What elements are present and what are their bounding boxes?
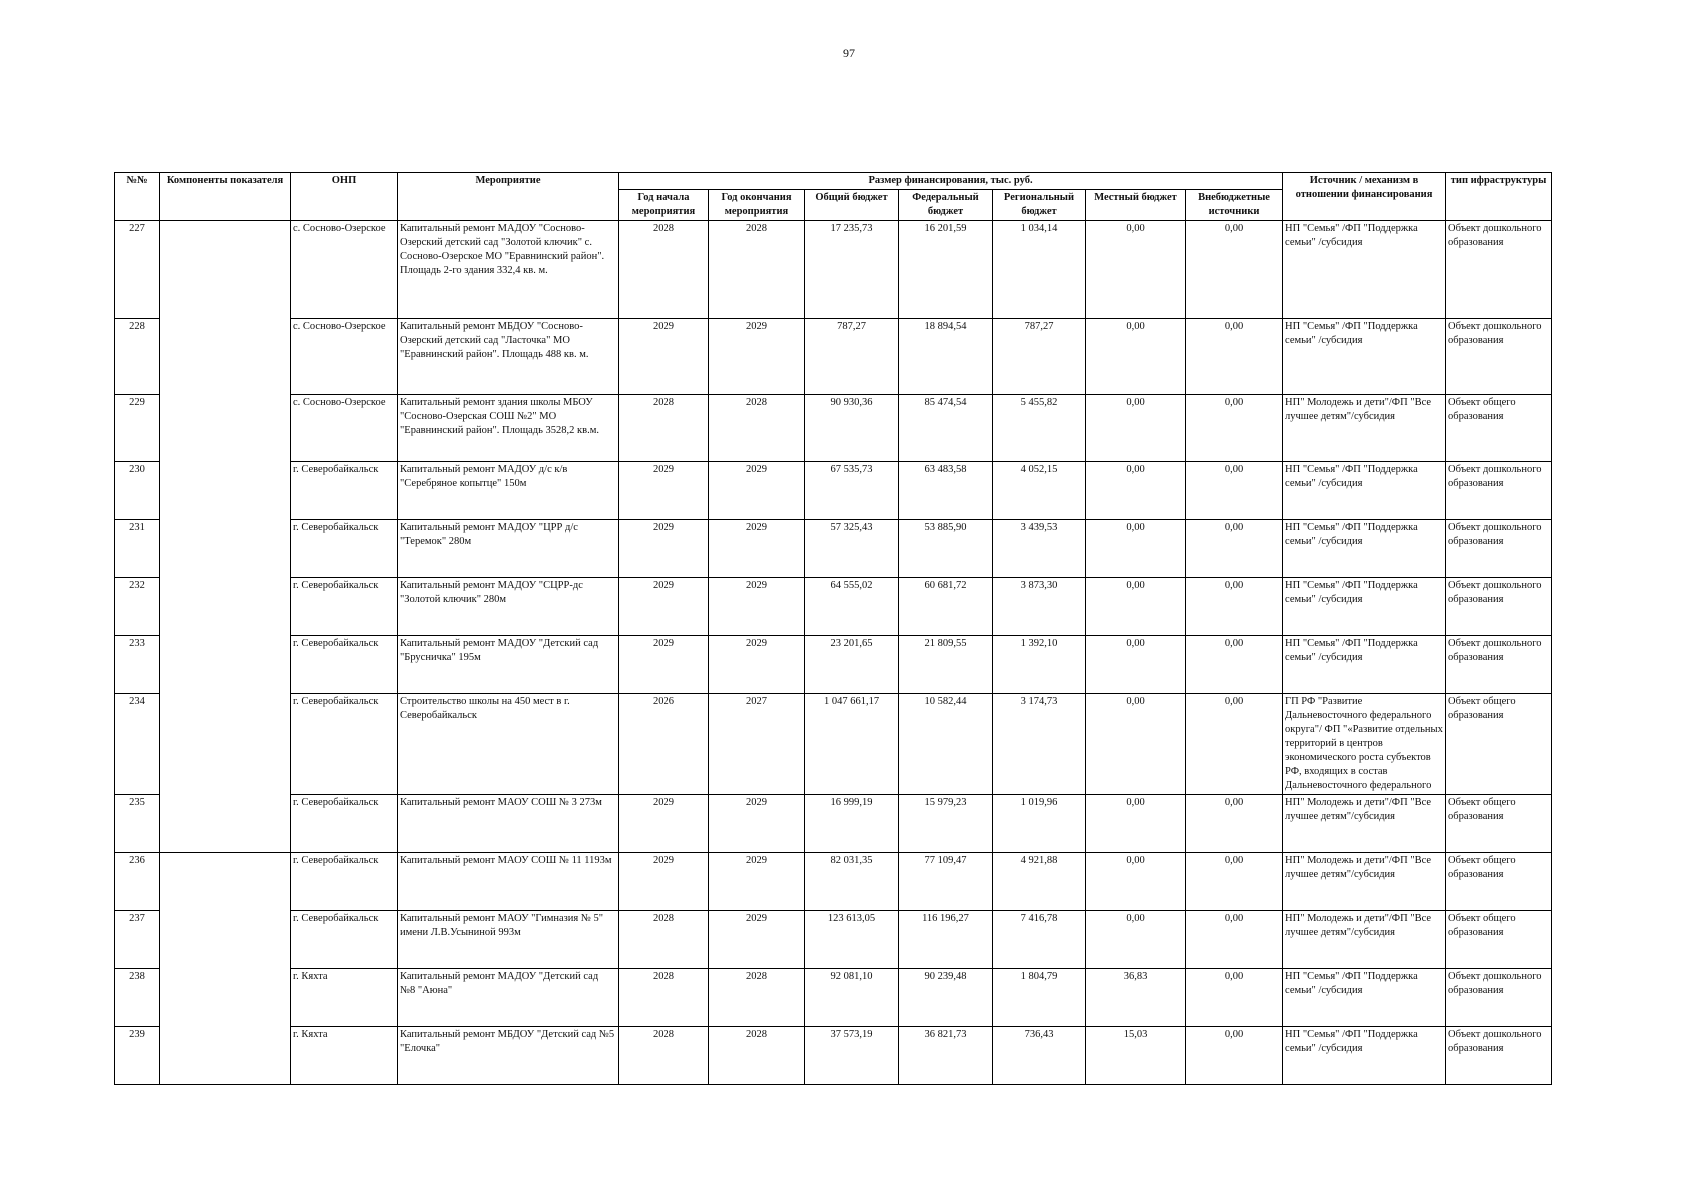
cell-federal: 36 821,73 <box>899 1027 993 1085</box>
cell-num: 236 <box>115 853 160 911</box>
cell-source: НП "Семья" /ФП "Поддержка семьи" /субсидия <box>1283 221 1446 319</box>
cell-infra: Объект общего образования <box>1446 395 1552 462</box>
cell-onp: г. Северобайкальск <box>291 578 398 636</box>
table-row <box>115 319 1552 395</box>
cell-start: 2028 <box>619 911 709 969</box>
header-num: №№ <box>115 173 160 221</box>
cell-regional: 3 873,30 <box>993 578 1086 636</box>
cell-start: 2029 <box>619 319 709 395</box>
cell-end: 2028 <box>709 1027 805 1085</box>
cell-event: Капитальный ремонт МАДОУ "Детский сад №8 "Аюна" <box>398 969 619 1027</box>
cell-local: 0,00 <box>1086 636 1186 694</box>
cell-local: 0,00 <box>1086 578 1186 636</box>
cell-federal: 90 239,48 <box>899 969 993 1027</box>
cell-onp: г. Северобайкальск <box>291 694 398 795</box>
cell-local: 0,00 <box>1086 221 1186 319</box>
cell-num: 235 <box>115 795 160 853</box>
cell-source: НП "Семья" /ФП "Поддержка семьи" /субсидия <box>1283 1027 1446 1085</box>
table-body <box>115 221 1552 1085</box>
cell-regional: 736,43 <box>993 1027 1086 1085</box>
cell-infra: Объект общего образования <box>1446 911 1552 969</box>
cell-components <box>160 853 291 1085</box>
header-onp: ОНП <box>291 173 398 221</box>
cell-offbudget: 0,00 <box>1186 694 1283 795</box>
cell-source: НП" Молодежь и дети"/ФП "Все лучшее детям"/субсидия <box>1283 795 1446 853</box>
cell-offbudget: 0,00 <box>1186 578 1283 636</box>
table-row <box>115 520 1552 578</box>
cell-event: Капитальный ремонт МАДОУ "СЦРР-дс "Золотой ключик" 280м <box>398 578 619 636</box>
cell-local: 0,00 <box>1086 319 1186 395</box>
cell-regional: 1 804,79 <box>993 969 1086 1027</box>
table-row <box>115 853 1552 911</box>
cell-regional: 4 052,15 <box>993 462 1086 520</box>
cell-onp: г. Северобайкальск <box>291 462 398 520</box>
header-source: Источник / механизм в отношении финансирования <box>1283 173 1446 221</box>
cell-source: ГП РФ "Развитие Дальневосточного федерального округа"/ ФП "«Развитие отдельных территорий в центров экономического роста субъектов РФ, входящих в состав Дальневосточного федерального <box>1283 694 1446 795</box>
cell-offbudget: 0,00 <box>1186 319 1283 395</box>
cell-regional: 5 455,82 <box>993 395 1086 462</box>
cell-end: 2028 <box>709 969 805 1027</box>
cell-num: 230 <box>115 462 160 520</box>
cell-local: 0,00 <box>1086 853 1186 911</box>
cell-total: 16 999,19 <box>805 795 899 853</box>
cell-onp: г. Северобайкальск <box>291 636 398 694</box>
cell-total: 90 930,36 <box>805 395 899 462</box>
cell-federal: 18 894,54 <box>899 319 993 395</box>
page-number: 97 <box>843 46 855 60</box>
cell-onp: г. Северобайкальск <box>291 520 398 578</box>
cell-end: 2029 <box>709 319 805 395</box>
cell-regional: 787,27 <box>993 319 1086 395</box>
cell-num: 231 <box>115 520 160 578</box>
cell-infra: Объект дошкольного образования <box>1446 462 1552 520</box>
cell-federal: 85 474,54 <box>899 395 993 462</box>
cell-federal: 10 582,44 <box>899 694 993 795</box>
cell-local: 0,00 <box>1086 520 1186 578</box>
cell-local: 0,00 <box>1086 795 1186 853</box>
cell-components <box>160 221 291 853</box>
cell-offbudget: 0,00 <box>1186 395 1283 462</box>
cell-onp: г. Северобайкальск <box>291 853 398 911</box>
cell-num: 227 <box>115 221 160 319</box>
cell-start: 2029 <box>619 795 709 853</box>
cell-total: 64 555,02 <box>805 578 899 636</box>
cell-end: 2028 <box>709 221 805 319</box>
cell-start: 2029 <box>619 520 709 578</box>
cell-infra: Объект общего образования <box>1446 694 1552 795</box>
header-infra: тип ифраструктуры <box>1446 173 1552 221</box>
cell-regional: 1 392,10 <box>993 636 1086 694</box>
cell-end: 2029 <box>709 853 805 911</box>
cell-num: 234 <box>115 694 160 795</box>
cell-regional: 3 174,73 <box>993 694 1086 795</box>
cell-start: 2029 <box>619 636 709 694</box>
cell-local: 0,00 <box>1086 911 1186 969</box>
cell-start: 2026 <box>619 694 709 795</box>
cell-federal: 63 483,58 <box>899 462 993 520</box>
cell-source: НП "Семья" /ФП "Поддержка семьи" /субсидия <box>1283 969 1446 1027</box>
table-row <box>115 694 1552 795</box>
cell-regional: 3 439,53 <box>993 520 1086 578</box>
cell-infra: Объект дошкольного образования <box>1446 636 1552 694</box>
cell-offbudget: 0,00 <box>1186 1027 1283 1085</box>
cell-total: 82 031,35 <box>805 853 899 911</box>
table-row <box>115 795 1552 853</box>
cell-offbudget: 0,00 <box>1186 853 1283 911</box>
cell-end: 2029 <box>709 520 805 578</box>
cell-num: 229 <box>115 395 160 462</box>
table-row <box>115 221 1552 319</box>
cell-event: Капитальный ремонт здания школы МБОУ "Сосново-Озерская СОШ №2" МО "Еравнинский район". Площадь 3528,2 кв.м. <box>398 395 619 462</box>
cell-end: 2029 <box>709 462 805 520</box>
cell-end: 2029 <box>709 795 805 853</box>
financing-table <box>114 172 1552 1085</box>
table-row <box>115 395 1552 462</box>
cell-source: НП" Молодежь и дети"/ФП "Все лучшее детям"/субсидия <box>1283 395 1446 462</box>
cell-total: 92 081,10 <box>805 969 899 1027</box>
cell-regional: 7 416,78 <box>993 911 1086 969</box>
cell-start: 2028 <box>619 221 709 319</box>
cell-source: НП "Семья" /ФП "Поддержка семьи" /субсидия <box>1283 636 1446 694</box>
cell-num: 228 <box>115 319 160 395</box>
cell-num: 238 <box>115 969 160 1027</box>
cell-event: Капитальный ремонт МАОУ СОШ № 11 1193м <box>398 853 619 911</box>
cell-infra: Объект общего образования <box>1446 853 1552 911</box>
cell-federal: 21 809,55 <box>899 636 993 694</box>
header-regional: Региональный бюджет <box>993 190 1086 221</box>
header-event: Мероприятие <box>398 173 619 221</box>
table-header <box>115 173 1552 221</box>
cell-source: НП" Молодежь и дети"/ФП "Все лучшее детям"/субсидия <box>1283 853 1446 911</box>
header-financing: Размер финансирования, тыс. руб. <box>619 173 1283 190</box>
cell-num: 233 <box>115 636 160 694</box>
cell-federal: 116 196,27 <box>899 911 993 969</box>
cell-event: Капитальный ремонт МАДОУ "Детский сад "Брусничка" 195м <box>398 636 619 694</box>
table-row <box>115 462 1552 520</box>
header-components: Компоненты показателя <box>160 173 291 221</box>
header-federal: Федеральный бюджет <box>899 190 993 221</box>
cell-end: 2029 <box>709 911 805 969</box>
cell-total: 787,27 <box>805 319 899 395</box>
cell-onp: с. Сосново-Озерское <box>291 319 398 395</box>
cell-federal: 60 681,72 <box>899 578 993 636</box>
header-local: Местный бюджет <box>1086 190 1186 221</box>
cell-event: Капитальный ремонт МАОУ "Гимназия № 5" имени Л.В.Усыниной 993м <box>398 911 619 969</box>
cell-start: 2028 <box>619 1027 709 1085</box>
table-row <box>115 1027 1552 1085</box>
cell-start: 2029 <box>619 578 709 636</box>
cell-offbudget: 0,00 <box>1186 221 1283 319</box>
cell-total: 23 201,65 <box>805 636 899 694</box>
cell-total: 57 325,43 <box>805 520 899 578</box>
cell-end: 2027 <box>709 694 805 795</box>
cell-infra: Объект дошкольного образования <box>1446 1027 1552 1085</box>
cell-regional: 4 921,88 <box>993 853 1086 911</box>
header-total: Общий бюджет <box>805 190 899 221</box>
cell-start: 2028 <box>619 395 709 462</box>
cell-total: 1 047 661,17 <box>805 694 899 795</box>
cell-offbudget: 0,00 <box>1186 636 1283 694</box>
table-row <box>115 578 1552 636</box>
table-row <box>115 636 1552 694</box>
cell-onp: г. Кяхта <box>291 1027 398 1085</box>
cell-onp: г. Кяхта <box>291 969 398 1027</box>
cell-offbudget: 0,00 <box>1186 795 1283 853</box>
cell-start: 2029 <box>619 853 709 911</box>
cell-federal: 15 979,23 <box>899 795 993 853</box>
cell-onp: с. Сосново-Озерское <box>291 221 398 319</box>
cell-local: 0,00 <box>1086 395 1186 462</box>
cell-num: 237 <box>115 911 160 969</box>
cell-event: Капитальный ремонт МБДОУ "Сосново-Озерский детский сад "Ласточка" МО "Еравнинский район". Площадь 488 кв. м. <box>398 319 619 395</box>
cell-event: Капитальный ремонт МБДОУ "Детский сад №5 "Елочка" <box>398 1027 619 1085</box>
cell-total: 17 235,73 <box>805 221 899 319</box>
cell-source: НП "Семья" /ФП "Поддержка семьи" /субсидия <box>1283 319 1446 395</box>
cell-onp: г. Северобайкальск <box>291 911 398 969</box>
table-row <box>115 911 1552 969</box>
cell-federal: 77 109,47 <box>899 853 993 911</box>
cell-local: 0,00 <box>1086 462 1186 520</box>
cell-start: 2029 <box>619 462 709 520</box>
cell-end: 2028 <box>709 395 805 462</box>
cell-infra: Объект общего образования <box>1446 795 1552 853</box>
cell-source: НП "Семья" /ФП "Поддержка семьи" /субсидия <box>1283 520 1446 578</box>
cell-source: НП" Молодежь и дети"/ФП "Все лучшее детям"/субсидия <box>1283 911 1446 969</box>
cell-infra: Объект дошкольного образования <box>1446 221 1552 319</box>
cell-offbudget: 0,00 <box>1186 911 1283 969</box>
cell-end: 2029 <box>709 636 805 694</box>
header-year-start: Год начала мероприятия <box>619 190 709 221</box>
cell-infra: Объект дошкольного образования <box>1446 578 1552 636</box>
table-row <box>115 969 1552 1027</box>
cell-start: 2028 <box>619 969 709 1027</box>
cell-event: Капитальный ремонт МАДОУ "ЦРР д/с "Теремок" 280м <box>398 520 619 578</box>
header-year-end: Год окончания мероприятия <box>709 190 805 221</box>
cell-end: 2029 <box>709 578 805 636</box>
cell-regional: 1 034,14 <box>993 221 1086 319</box>
cell-offbudget: 0,00 <box>1186 520 1283 578</box>
cell-total: 67 535,73 <box>805 462 899 520</box>
cell-infra: Объект дошкольного образования <box>1446 319 1552 395</box>
cell-onp: с. Сосново-Озерское <box>291 395 398 462</box>
cell-event: Капитальный ремонт МАОУ СОШ № 3 273м <box>398 795 619 853</box>
cell-event: Капитальный ремонт МАДОУ "Сосново-Озерский детский сад "Золотой ключик" с. Сосново-Озерское МО "Еравнинский район". Площадь 2-го здания 332,4 кв. м. <box>398 221 619 319</box>
cell-num: 232 <box>115 578 160 636</box>
cell-local: 36,83 <box>1086 969 1186 1027</box>
cell-event: Капитальный ремонт МАДОУ д/с к/в "Серебряное копытце" 150м <box>398 462 619 520</box>
cell-local: 15,03 <box>1086 1027 1186 1085</box>
cell-num: 239 <box>115 1027 160 1085</box>
cell-regional: 1 019,96 <box>993 795 1086 853</box>
cell-total: 123 613,05 <box>805 911 899 969</box>
cell-offbudget: 0,00 <box>1186 969 1283 1027</box>
cell-event: Строительство школы на 450 мест в г. Северобайкальск <box>398 694 619 795</box>
cell-infra: Объект дошкольного образования <box>1446 969 1552 1027</box>
cell-federal: 53 885,90 <box>899 520 993 578</box>
cell-source: НП "Семья" /ФП "Поддержка семьи" /субсидия <box>1283 578 1446 636</box>
cell-infra: Объект дошкольного образования <box>1446 520 1552 578</box>
cell-offbudget: 0,00 <box>1186 462 1283 520</box>
header-offbudget: Внебюджетные источники <box>1186 190 1283 221</box>
cell-federal: 16 201,59 <box>899 221 993 319</box>
cell-source: НП "Семья" /ФП "Поддержка семьи" /субсидия <box>1283 462 1446 520</box>
cell-local: 0,00 <box>1086 694 1186 795</box>
cell-total: 37 573,19 <box>805 1027 899 1085</box>
cell-onp: г. Северобайкальск <box>291 795 398 853</box>
